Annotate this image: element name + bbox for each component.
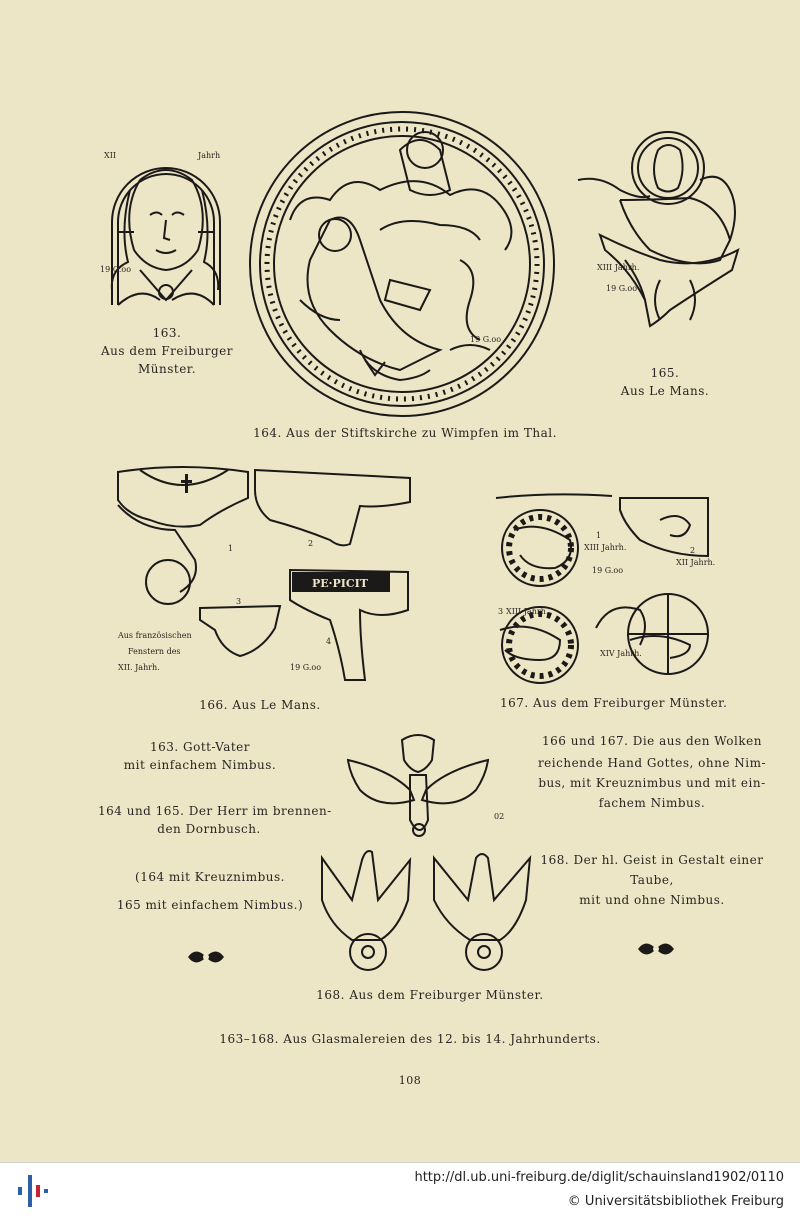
fig164-caption: 164. Aus der Stiftskirche zu Wimpfen im Thal. bbox=[253, 426, 557, 440]
fig166-caption: 166. Aus Le Mans. bbox=[199, 698, 321, 712]
sketch-note: XII. Jahrh. bbox=[118, 663, 160, 672]
sketch-label: 3 bbox=[236, 597, 242, 606]
sketch-label: 2 bbox=[308, 539, 314, 548]
fig165-number: 165. bbox=[650, 366, 680, 380]
ornament-right-icon bbox=[636, 938, 676, 960]
fig163-caption-line2: Münster. bbox=[137, 362, 197, 376]
sketch-label: 02 bbox=[494, 812, 505, 821]
library-logo-icon bbox=[14, 1171, 54, 1211]
sketch-label: XIII Jahrh. bbox=[597, 263, 640, 272]
sketch-note: Aus französischen bbox=[118, 631, 192, 640]
fig163-caption-line1: Aus dem Freiburger bbox=[100, 344, 233, 358]
bottom-caption: 163–168. Aus Glasmalereien des 12. bis 14. Jahrhunderts. bbox=[219, 1032, 601, 1046]
sketch-label: Jahrh bbox=[198, 151, 221, 160]
sketch-label: 19 G.oo bbox=[592, 566, 624, 575]
text-right-166-line1: 166 und 167. Die aus den Wolken bbox=[542, 734, 762, 748]
fig168-caption: 168. Aus dem Freiburger Münster. bbox=[316, 988, 544, 1002]
sketch-label: XII bbox=[104, 151, 117, 160]
sketch-label: 19 G.oo bbox=[100, 265, 132, 274]
sketch-note: Fenstern des bbox=[128, 647, 181, 656]
fig163-number: 163. bbox=[152, 326, 182, 340]
fig167-caption: 167. Aus dem Freiburger Münster. bbox=[500, 696, 728, 710]
sketch-label: 1 bbox=[596, 531, 602, 540]
text-right-166-line4: fachem Nimbus. bbox=[598, 796, 706, 810]
fig165-caption: Aus Le Mans. bbox=[620, 384, 710, 398]
copyright-notice: © Universitätsbibliothek Freiburg bbox=[567, 1194, 784, 1209]
source-url-link[interactable]: http://dl.ub.uni-freiburg.de/diglit/schauinsland1902/0110 bbox=[414, 1170, 784, 1185]
footer-bar bbox=[0, 1162, 800, 1219]
sketch-label: XIII Jahrh. bbox=[506, 607, 549, 616]
text-right-168-line2: Taube, bbox=[630, 873, 674, 887]
text-right-166-line2: reichende Hand Gottes, ohne Nim- bbox=[537, 756, 767, 770]
text-right-168-line1: 168. Der hl. Geist in Gestalt einer bbox=[540, 853, 764, 867]
text-right-166-line3: bus, mit Kreuznimbus und mit ein- bbox=[538, 776, 766, 790]
sketch-label: 19 G.oo bbox=[290, 663, 322, 672]
sketch-label: 3 bbox=[498, 607, 504, 616]
sketch-label: 2 bbox=[690, 546, 696, 555]
text-right-168-line3: mit und ohne Nimbus. bbox=[579, 893, 725, 907]
sketch-label: XIV Jahrh. bbox=[600, 649, 642, 658]
sketch-label: 19 G.oo bbox=[470, 335, 502, 344]
banner-text: PE·PICIT bbox=[312, 577, 368, 590]
sketch-label: 19 G.oo bbox=[606, 284, 638, 293]
text-left-163-line1: 163. Gott-Vater bbox=[149, 740, 251, 754]
text-left-note-line2: 165 mit einfachem Nimbus.) bbox=[116, 898, 304, 912]
text-left-164-line2: den Dornbusch. bbox=[157, 822, 261, 836]
sketch-label: 4 bbox=[326, 637, 332, 646]
text-left-163-line2: mit einfachem Nimbus. bbox=[123, 758, 277, 772]
text-left-164-line1: 164 und 165. Der Herr im brennen- bbox=[98, 804, 332, 818]
sketch-label: 1 bbox=[228, 544, 234, 553]
page-number: 108 bbox=[398, 1074, 422, 1087]
ornament-left-icon bbox=[186, 946, 226, 968]
text-left-note-line1: (164 mit Kreuznimbus. bbox=[135, 870, 285, 884]
sketch-label: XIII Jahrh. bbox=[584, 543, 627, 552]
sketch-label: XII Jahrh. bbox=[676, 558, 716, 567]
